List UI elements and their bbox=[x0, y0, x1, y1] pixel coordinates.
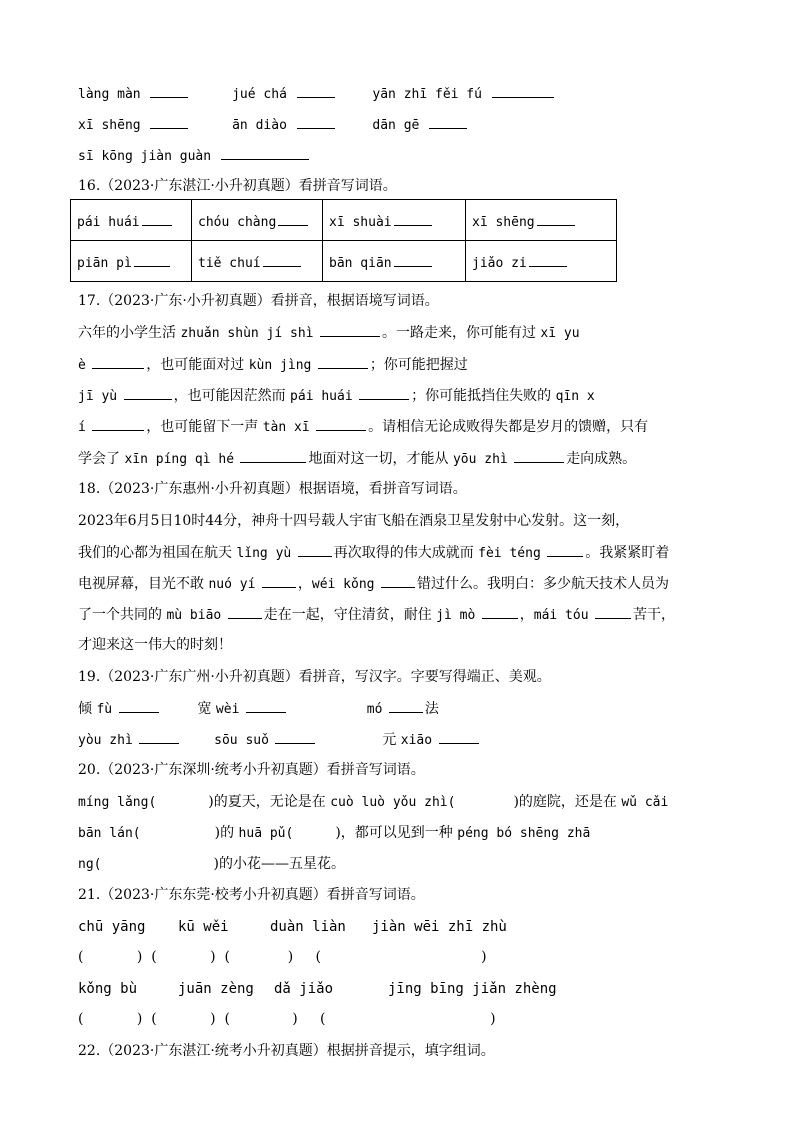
table-cell: chóu chàng bbox=[192, 200, 323, 241]
pinyin-prompt: xī shēng bbox=[78, 118, 141, 133]
q18-line1: 2023年6月5日10时44分，神舟十四号载人宇宙飞船在酒泉卫星发射中心发射。这一刻， bbox=[78, 513, 630, 529]
answer-box[interactable]: ( ) bbox=[224, 1011, 298, 1027]
table-cell: tiě chuí bbox=[192, 241, 323, 282]
answer-blank[interactable] bbox=[297, 83, 335, 98]
q20-line3: ng( )的小花——五星花。 bbox=[78, 856, 345, 872]
answer-blank[interactable] bbox=[262, 573, 296, 588]
answer-blank[interactable] bbox=[389, 698, 423, 713]
q21-row2-pinyin: kǒng bù juān zèng dǎ jiǎo jīng bīng jiǎn zhèng bbox=[78, 981, 557, 997]
answer-blank[interactable] bbox=[320, 322, 380, 337]
answer-blank[interactable] bbox=[150, 114, 188, 129]
answer-blank[interactable] bbox=[92, 354, 144, 369]
answer-blank[interactable] bbox=[429, 114, 467, 129]
answer-blank[interactable] bbox=[134, 252, 170, 267]
answer-blank[interactable] bbox=[142, 211, 172, 226]
pinyin-prompt: làng màn bbox=[78, 87, 141, 102]
answer-blank[interactable] bbox=[537, 211, 575, 226]
answer-blank[interactable] bbox=[150, 83, 188, 98]
table-cell: xī shēng bbox=[466, 200, 617, 241]
answer-blank[interactable] bbox=[240, 448, 306, 463]
answer-blank[interactable] bbox=[492, 83, 554, 98]
q20-line2: bān lán( )的 huā pǔ( )，都可以见到一种 péng bó shēng zhā bbox=[78, 825, 591, 841]
table-cell: pái huái bbox=[71, 200, 192, 241]
q21-row1-answers bbox=[78, 947, 487, 967]
answer-box[interactable]: ( ) bbox=[224, 949, 294, 965]
answer-blank[interactable] bbox=[228, 604, 262, 619]
q18-line2: 我们的心都为祖国在航天 lǐng yù 再次取得的伟大成就而 fèi téng 。我紧紧盯着 bbox=[78, 542, 669, 564]
pinyin-prompt: jué chá bbox=[232, 87, 287, 102]
q18-line4: 了一个共同的 mù biāo 走在一起，守住清贫，耐住 jì mò ，mái tóu 苦干， bbox=[78, 604, 675, 626]
q18-line3: 电视屏幕，目光不敢 nuó yí ，wéi kǒng 错过什么。我明白：多少航天技术人员为 bbox=[78, 573, 669, 595]
q21-row1-pinyin: chū yāng kū wěi duàn liàn jiàn wēi zhī zhù bbox=[78, 919, 507, 935]
table-cell: jiǎo zi bbox=[466, 241, 617, 282]
answer-blank[interactable] bbox=[263, 252, 301, 267]
table-cell: piān pì bbox=[71, 241, 192, 282]
table-cell: xī shuài bbox=[323, 200, 466, 241]
q17-line5: 学会了 xīn píng qì hé 地面对这一切，才能从 yōu zhì 走向成熟。 bbox=[78, 448, 636, 470]
q15-row2 bbox=[78, 114, 469, 136]
answer-blank[interactable] bbox=[124, 385, 172, 400]
answer-blank[interactable] bbox=[394, 211, 432, 226]
q18-line5: 才迎来这一伟大的时刻！ bbox=[78, 637, 232, 653]
answer-box[interactable]: ( ) bbox=[78, 949, 143, 965]
q17-line2: è ，也可能面对过 kùn jìng ；你可能把握过 bbox=[78, 354, 468, 376]
q20-line1: míng lǎng( )的夏天，无论是在 cuò luò yǒu zhì( )的庭院，还是在 wǔ cǎi bbox=[78, 794, 669, 810]
q19-title: 19.（2023·广东广州·小升初真题）看拼音，写汉字。字要写得端正、美观。 bbox=[78, 669, 551, 685]
answer-blank[interactable] bbox=[394, 252, 432, 267]
q19-row1: 倾 fù 宽 wèi mó 法 bbox=[78, 698, 439, 720]
q15-row1 bbox=[78, 83, 556, 105]
answer-blank[interactable] bbox=[92, 416, 144, 431]
answer-blank[interactable] bbox=[278, 211, 308, 226]
answer-blank[interactable] bbox=[221, 145, 309, 160]
q17-line3: jī yù ，也可能因茫然而 pái huái ；你可能抵挡住失败的 qīn x bbox=[78, 385, 595, 407]
answer-blank[interactable] bbox=[595, 604, 631, 619]
answer-box[interactable]: ( ) bbox=[78, 1011, 143, 1027]
answer-box[interactable]: ( ) bbox=[151, 1011, 216, 1027]
answer-blank[interactable] bbox=[297, 114, 335, 129]
answer-blank[interactable] bbox=[246, 698, 286, 713]
answer-blank[interactable] bbox=[359, 385, 409, 400]
pinyin-prompt: sī kōng jiàn guàn bbox=[78, 149, 212, 164]
q19-row2: yòu zhì sōu suǒ 元 xiāo bbox=[78, 729, 481, 751]
answer-box[interactable]: ( ) bbox=[315, 949, 487, 965]
pinyin-prompt: ān diào bbox=[232, 118, 287, 133]
answer-blank[interactable] bbox=[529, 252, 567, 267]
answer-blank[interactable] bbox=[316, 416, 366, 431]
answer-blank[interactable] bbox=[119, 698, 159, 713]
answer-blank[interactable] bbox=[482, 604, 518, 619]
answer-blank[interactable] bbox=[139, 729, 179, 744]
table-cell: bān qiān bbox=[323, 241, 466, 282]
q17-title: 17.（2023·广东·小升初真题）看拼音，根据语境写词语。 bbox=[78, 293, 439, 309]
answer-blank[interactable] bbox=[381, 573, 415, 588]
answer-blank[interactable] bbox=[318, 354, 368, 369]
pinyin-prompt: yān zhī fěi fú bbox=[372, 87, 482, 102]
pinyin-prompt: dān gē bbox=[372, 118, 420, 133]
q18-title: 18.（2023·广东惠州·小升初真题）根据语境，看拼音写词语。 bbox=[78, 481, 467, 497]
answer-blank[interactable] bbox=[275, 729, 315, 744]
q22-title: 22.（2023·广东湛江·统考小升初真题）根据拼音提示，填字组词。 bbox=[78, 1043, 495, 1059]
q17-line4: í ，也可能留下一声 tàn xī 。请相信无论成败得失都是岁月的馈赠，只有 bbox=[78, 416, 648, 438]
q21-title: 21.（2023·广东东莞·校考小升初真题）看拼音写词语。 bbox=[78, 887, 425, 903]
q17-line1: 六年的小学生活 zhuǎn shùn jí shì 。一路走来，你可能有过 xī yu bbox=[78, 322, 580, 344]
q15-row3 bbox=[78, 145, 311, 167]
q21-row2-answers bbox=[78, 1009, 496, 1029]
answer-blank[interactable] bbox=[514, 448, 564, 463]
answer-box[interactable]: ( ) bbox=[319, 1011, 496, 1027]
q20-title: 20.（2023·广东深圳·统考小升初真题）看拼音写词语。 bbox=[78, 762, 425, 778]
q16-table bbox=[70, 199, 617, 282]
answer-blank[interactable] bbox=[439, 729, 479, 744]
q16-title: 16.（2023·广东湛江·小升初真题）看拼音写词语。 bbox=[78, 178, 397, 194]
answer-blank[interactable] bbox=[547, 542, 583, 557]
answer-box[interactable]: ( ) bbox=[151, 949, 216, 965]
answer-blank[interactable] bbox=[298, 542, 332, 557]
